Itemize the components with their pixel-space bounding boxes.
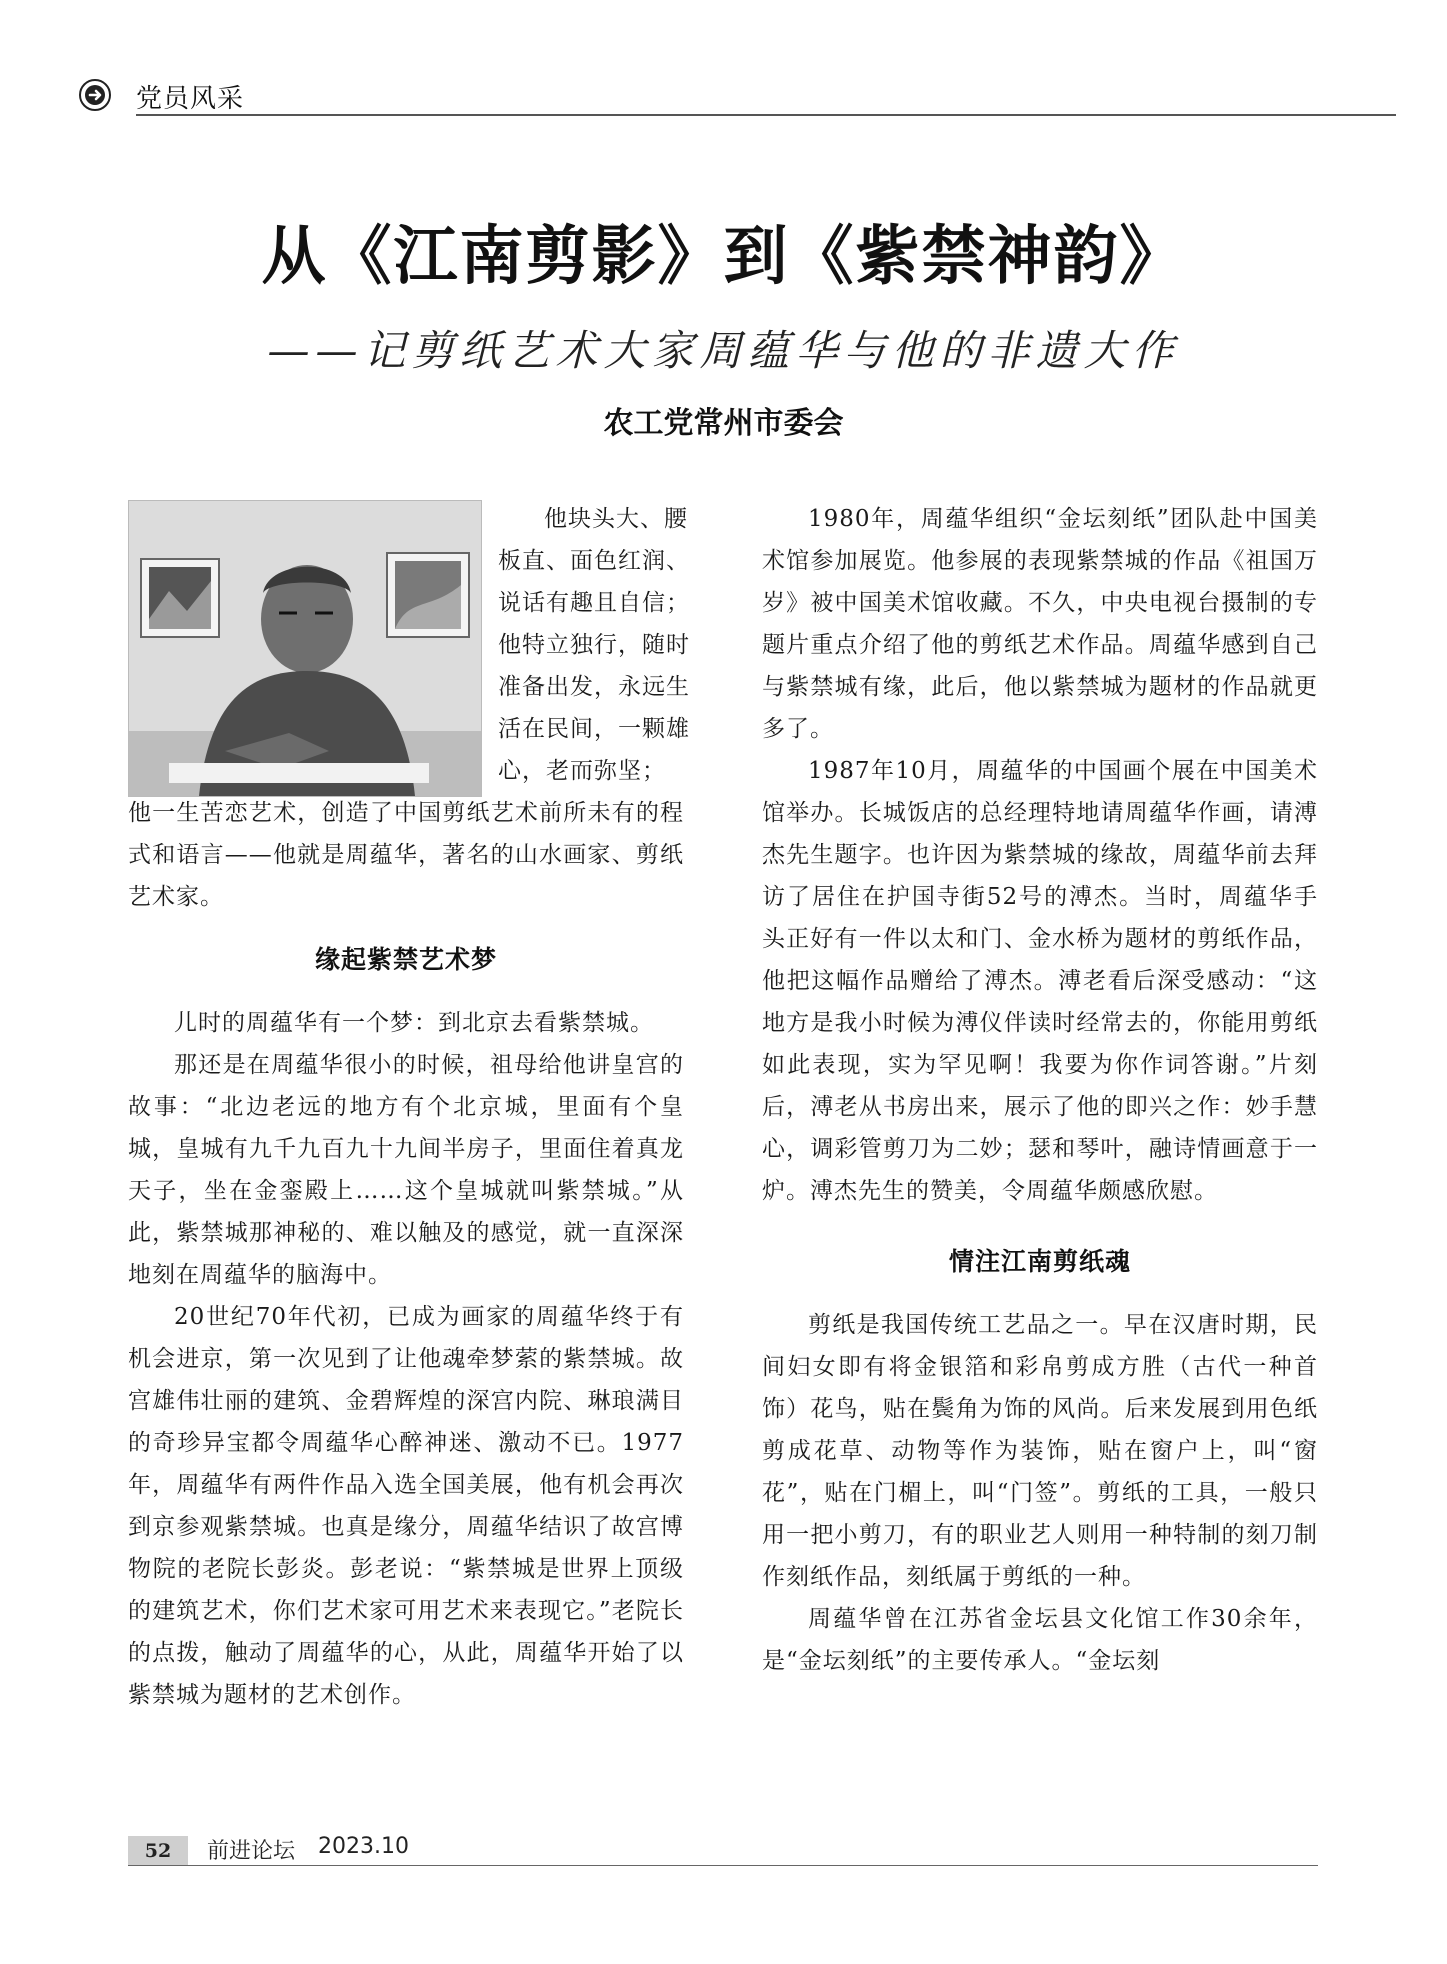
artist-photo (128, 500, 482, 797)
body-paragraph: 20世纪70年代初，已成为画家的周蕴华终于有机会进京，第一次见到了让他魂牵梦萦的紫禁城。故宫雄伟壮丽的建筑、金碧辉煌的深宫内院、琳琅满目的奇珍异宝都令周蕴华心醉神迷、激动不已。1977年，周蕴华有两件作品入选全国美展，他有机会再次到京参观紫禁城。也真是缘分，周蕴华结识了故宫博物院的老院长彭炎。彭老说：“紫禁城是世界上顶级的建筑艺术，你们艺术家可用艺术来表现它。”老院长的点拨，触动了周蕴华的心，从此，周蕴华开始了以紫禁城为题材的艺术创作。 (128, 1304, 684, 1708)
body-paragraph: 儿时的周蕴华有一个梦：到北京去看紫禁城。 (174, 1010, 654, 1036)
section-heading-1: 缘起紫禁艺术梦 (314, 945, 497, 974)
body-paragraph: 周蕴华曾在江苏省金坛县文化馆工作30余年，是“金坛刻纸”的主要传承人。“金坛刻 (762, 1606, 1318, 1674)
body-paragraph: 剪纸是我国传统工艺品之一。早在汉唐时期，民间妇女即有将金银箔和彩帛剪成方胜（古代一种首饰）花鸟，贴在鬓角为饰的风尚。后来发展到用色纸剪成花草、动物等作为装饰，贴在窗户上，叫“窗花”，贴在门楣上，叫“门签”。剪纸的工具，一般只用一把小剪刀，有的职业艺人则用一种特制的刻刀制作刻纸作品，刻纸属于剪纸的一种。 (762, 1312, 1318, 1590)
left-column (128, 792, 684, 1716)
body-paragraph: 那还是在周蕴华很小的时候，祖母给他讲皇宫的故事：“北边老远的地方有个北京城，里面有个皇城，皇城有九千九百九十九间半房子，里面住着真龙天子，坐在金銮殿上……这个皇城就叫紫禁城。”从此，紫禁城那神秘的、难以触及的感觉，就一直深深地刻在周蕴华的脑海中。 (128, 1052, 684, 1288)
section-label: 党员风采 (136, 84, 245, 114)
arrow-circle-icon (78, 78, 112, 112)
right-column (762, 498, 1318, 1682)
page-number: 52 (128, 1836, 188, 1866)
footer-rule (128, 1865, 1318, 1866)
article-title: 从《江南剪影》到《紫禁神韵》 (261, 220, 1186, 294)
magazine-name: 前进论坛 (207, 1839, 296, 1864)
intro-wrap-text (498, 498, 696, 792)
header-rule (136, 114, 1396, 116)
section-heading-2: 情注江南剪纸魂 (948, 1247, 1131, 1276)
section-header (78, 76, 1318, 116)
body-paragraph: 1987年10月，周蕴华的中国画个展在中国美术馆举办。长城饭店的总经理特地请周蕴华作画，请溥杰先生题字。也许因为紫禁城的缘故，周蕴华前去拜访了居住在护国寺街52号的溥杰。当时，周蕴华手头正好有一件以太和门、金水桥为题材的剪纸作品，他把这幅作品赠给了溥杰。溥老看后深受感动：“这地方是我小时候为溥仪伴读时经常去的，你能用剪纸如此表现，实为罕见啊！我要为你作词答谢。”片刻后，溥老从书房出来，展示了他的即兴之作：妙手慧心，调彩管剪刀为二妙；瑟和琴叶，融诗情画意于一炉。溥杰先生的赞美，令周蕴华颇感欣慰。 (762, 758, 1318, 1204)
article-author: 农工党常州市委会 (603, 406, 844, 441)
artist-photo-illustration (129, 501, 481, 796)
article-subtitle: ——记剪纸艺术大家周蕴华与他的非遗大作 (267, 326, 1180, 375)
issue-date: 2023.10 (318, 1834, 409, 1859)
intro-continuation: 他一生苦恋艺术，创造了中国剪纸艺术前所未有的程式和语言——他就是周蕴华，著名的山水画家、剪纸艺术家。 (128, 800, 684, 910)
intro-paragraph: 他块头大、腰板直、面色红润、说话有趣且自信；他特立独行，随时准备出发，永远生活在民间，一颗雄心，老而弥坚； (498, 506, 690, 784)
body-paragraph: 1980年，周蕴华组织“金坛刻纸”团队赴中国美术馆参加展览。他参展的表现紫禁城的作品《祖国万岁》被中国美术馆收藏。不久，中央电视台摄制的专题片重点介绍了他的剪纸艺术作品。周蕴华感到自己与紫禁城有缘，此后，他以紫禁城为题材的作品就更多了。 (762, 506, 1318, 742)
